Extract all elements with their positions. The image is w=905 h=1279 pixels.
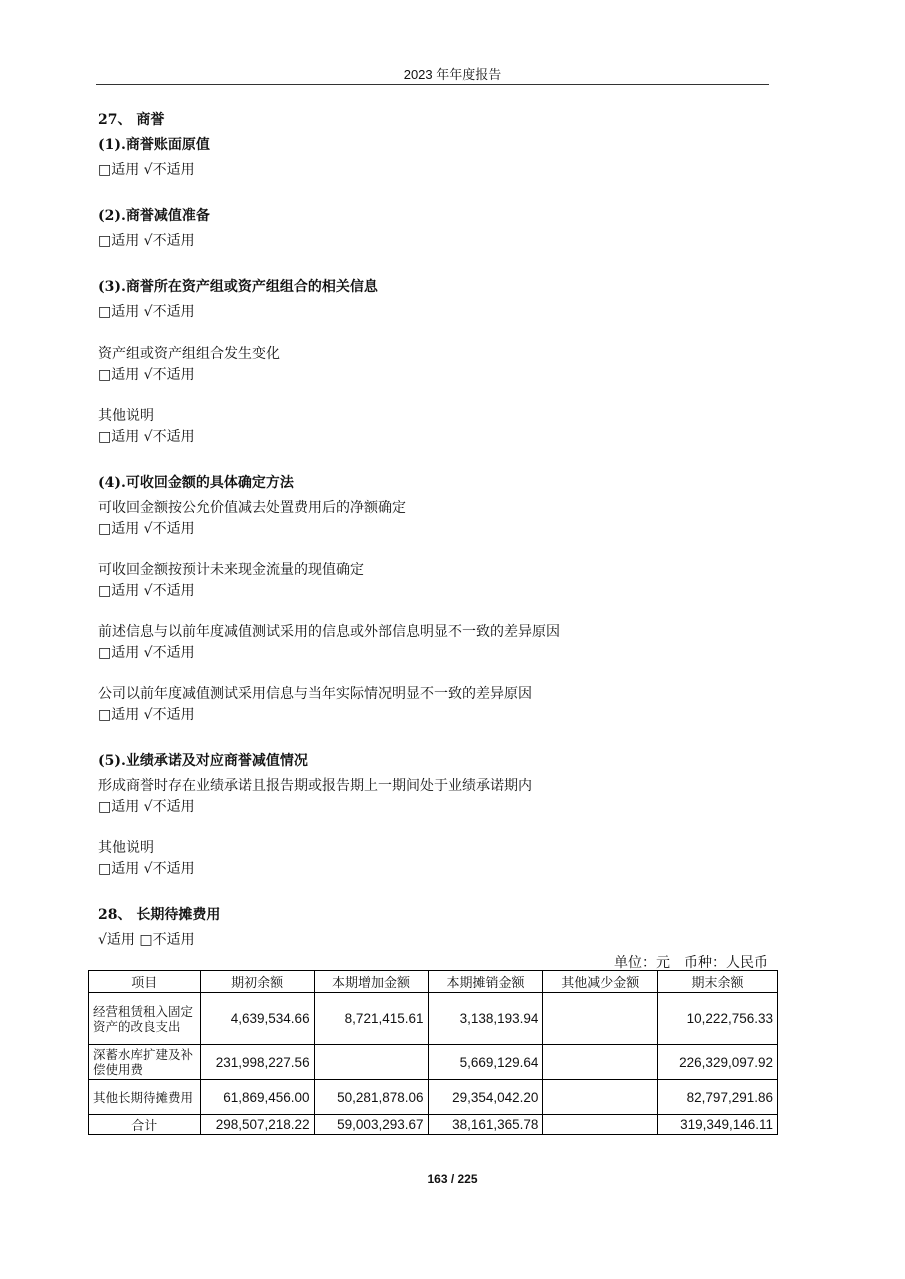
long-term-prepaid-expenses-table — [88, 970, 778, 1135]
applicability-line: □适用 √不适用 — [98, 304, 195, 320]
table-row — [89, 993, 778, 1045]
cell-other-decrease — [543, 1115, 658, 1135]
cell-closing-balance: 82,797,291.86 — [658, 1080, 778, 1115]
applicability-line: □适用 √不适用 — [98, 645, 195, 661]
cell-increase: 8,721,415.61 — [314, 993, 428, 1045]
applicability-line: □适用 √不适用 — [98, 429, 195, 445]
paragraph-actual-discrepancy: 公司以前年度减值测试采用信息与当年实际情况明显不一致的差异原因 — [98, 686, 532, 702]
paragraph-fair-value-method: 可收回金额按公允价值减去处置费用后的净额确定 — [98, 500, 406, 516]
cell-opening-balance: 298,507,218.22 — [200, 1115, 314, 1135]
cell-amortization: 29,354,042.20 — [428, 1080, 543, 1115]
subheading-recoverable-amount: (4).可收回金额的具体确定方法 — [98, 475, 294, 491]
column-header: 项目 — [89, 971, 201, 993]
cell-closing-balance: 10,222,756.33 — [658, 993, 778, 1045]
paragraph-cash-flow-method: 可收回金额按预计未来现金流量的现值确定 — [98, 562, 364, 578]
table-total-row — [89, 1115, 778, 1135]
table-row — [89, 1080, 778, 1115]
cell-other-decrease — [543, 1045, 658, 1080]
cell-opening-balance: 231,998,227.56 — [200, 1045, 314, 1080]
unit-currency-note: 单位：元 币种：人民币 — [614, 955, 768, 971]
paragraph-info-discrepancy: 前述信息与以前年度减值测试采用的信息或外部信息明显不一致的差异原因 — [98, 624, 560, 640]
cell-opening-balance: 4,639,534.66 — [200, 993, 314, 1045]
column-header: 期末余额 — [658, 971, 778, 993]
paragraph-commitment-period: 形成商誉时存在业绩承诺且报告期或报告期上一期间处于业绩承诺期内 — [98, 778, 532, 794]
column-header: 其他减少金额 — [543, 971, 658, 993]
paragraph-asset-group-change: 资产组或资产组组合发生变化 — [98, 346, 280, 362]
applicability-line: □适用 √不适用 — [98, 583, 195, 599]
cell-increase — [314, 1045, 428, 1080]
table-row — [89, 1045, 778, 1080]
cell-other-decrease — [543, 993, 658, 1045]
cell-increase: 50,281,878.06 — [314, 1080, 428, 1115]
cell-increase: 59,003,293.67 — [314, 1115, 428, 1135]
applicability-line: □适用 √不适用 — [98, 861, 195, 877]
table-header-row — [89, 971, 778, 993]
column-header: 本期增加金额 — [314, 971, 428, 993]
applicability-line: □适用 √不适用 — [98, 521, 195, 537]
cell-closing-balance: 319,349,146.11 — [658, 1115, 778, 1135]
applicability-line: □适用 √不适用 — [98, 162, 195, 178]
subheading-asset-group-info: (3).商誉所在资产组或资产组组合的相关信息 — [98, 279, 378, 295]
applicability-line: □适用 √不适用 — [98, 367, 195, 383]
row-label: 经营租赁租入固定资产的改良支出 — [89, 993, 201, 1045]
subheading-goodwill-impairment: (2).商誉减值准备 — [98, 208, 210, 224]
cell-amortization: 38,161,365.78 — [428, 1115, 543, 1135]
row-label: 其他长期待摊费用 — [89, 1080, 201, 1115]
page-header: 2023 年年度报告 — [403, 67, 502, 82]
header-divider — [96, 84, 769, 85]
total-label: 合计 — [89, 1115, 201, 1135]
page-number: 163 / 225 — [427, 1172, 478, 1186]
subheading-goodwill-original-value: (1).商誉账面原值 — [98, 137, 210, 153]
cell-amortization: 5,669,129.64 — [428, 1045, 543, 1080]
column-header: 本期摊销金额 — [428, 971, 543, 993]
cell-opening-balance: 61,869,456.00 — [200, 1080, 314, 1115]
applicability-line: □适用 √不适用 — [98, 233, 195, 249]
applicability-line: √适用 □不适用 — [98, 932, 195, 948]
column-header: 期初余额 — [200, 971, 314, 993]
applicability-line: □适用 √不适用 — [98, 707, 195, 723]
section-heading-goodwill: 27、 商誉 — [98, 112, 165, 128]
applicability-line: □适用 √不适用 — [98, 799, 195, 815]
paragraph-other-notes: 其他说明 — [98, 408, 154, 424]
subheading-performance-commitment: (5).业绩承诺及对应商誉减值情况 — [98, 753, 308, 769]
row-label: 深蓄水库扩建及补偿使用费 — [89, 1045, 201, 1080]
cell-amortization: 3,138,193.94 — [428, 993, 543, 1045]
cell-closing-balance: 226,329,097.92 — [658, 1045, 778, 1080]
cell-other-decrease — [543, 1080, 658, 1115]
paragraph-other-notes: 其他说明 — [98, 840, 154, 856]
section-heading-long-term-prepaid: 28、 长期待摊费用 — [98, 907, 221, 923]
